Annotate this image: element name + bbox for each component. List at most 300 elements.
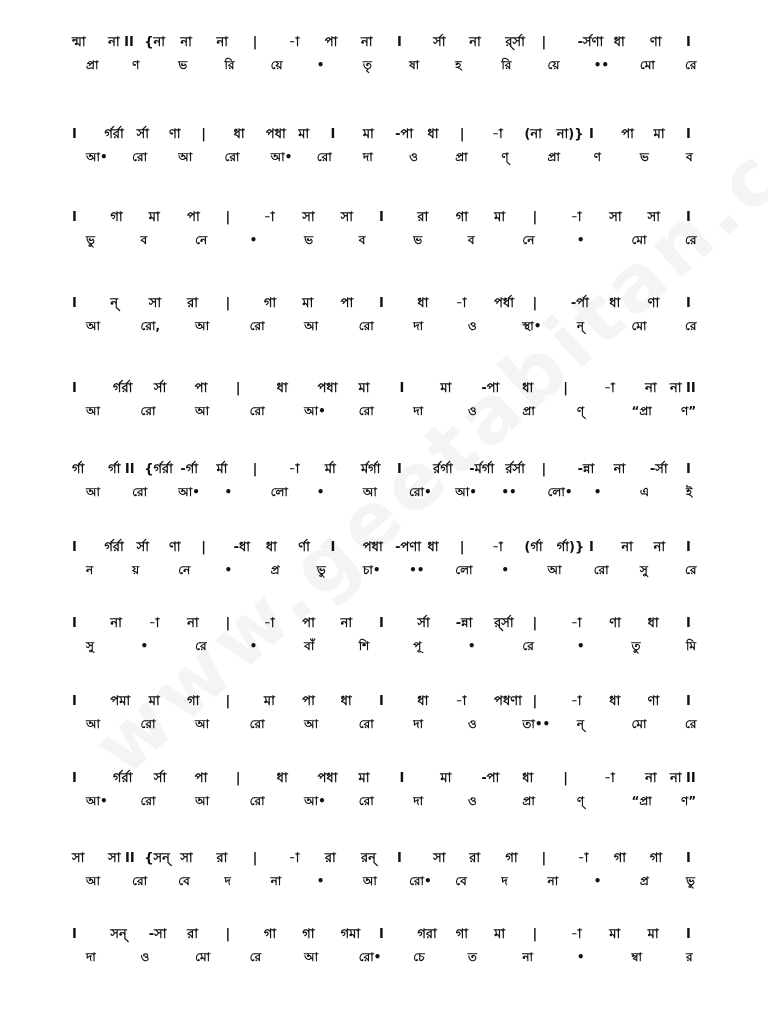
swara-token: I (686, 462, 691, 477)
lyric-syllable: প্র (270, 563, 280, 577)
lyric-syllable: রে (685, 58, 697, 72)
lyric-syllable: চে (413, 950, 425, 964)
lyric-syllable: রো (358, 794, 374, 808)
swara-token: রন্ (360, 851, 376, 866)
swara-token: পধা (265, 127, 286, 142)
lyric-syllable: আ• (86, 794, 108, 808)
lyric-syllable: রো (358, 717, 374, 731)
swara-token: পা (302, 616, 315, 631)
swara-token: মা (609, 927, 621, 942)
swara-token: না (645, 771, 657, 786)
lyric-syllable: রে (685, 717, 697, 731)
swara-token: গা (263, 296, 277, 311)
lyric-syllable: রো• (358, 950, 382, 964)
swara-token: ধা (522, 771, 534, 786)
lyric-syllable: আ (304, 717, 319, 731)
lyric-syllable: • (467, 639, 476, 653)
lyric-syllable: রো• (409, 485, 432, 499)
swara-token: | (532, 296, 538, 311)
lyric-syllable: রো (132, 150, 148, 164)
swara-token: I (379, 616, 384, 631)
swara-token: | (225, 694, 231, 709)
lyric-syllable: ই (686, 485, 693, 499)
lyric-syllable: • (140, 639, 149, 653)
swara-token: রা (187, 296, 199, 311)
lyric-syllable: রো (132, 485, 148, 499)
lyric-syllable: রো (140, 404, 156, 418)
lyric-syllable: তু (631, 639, 641, 653)
swara-token: পা (340, 296, 354, 311)
lyric-line (72, 146, 702, 168)
swara-token: I (379, 927, 384, 942)
lyric-syllable: আ (86, 717, 100, 731)
swara-token: পা (324, 35, 338, 50)
lyric-syllable: ন (86, 563, 94, 577)
lyric-syllable: • (249, 639, 258, 653)
swara-token: গা (455, 210, 469, 225)
swara-token: র্গর্রা (112, 771, 133, 786)
swara-token: I (72, 616, 77, 631)
swara-token: মা (647, 927, 659, 942)
swara-token: গরা (417, 927, 437, 942)
lyric-line (72, 54, 702, 76)
lyric-syllable: • (593, 874, 602, 888)
swara-token: মা (494, 210, 506, 225)
lyric-syllable: ণ্ (576, 404, 585, 418)
swara-token: I (686, 694, 691, 709)
swara-token: ধা (522, 381, 534, 396)
lyric-syllable: দা (413, 794, 424, 808)
swara-token: -া (288, 35, 300, 50)
notation-line (72, 124, 702, 146)
lyric-syllable: রি (501, 58, 512, 72)
swara-token: না II (670, 381, 696, 396)
swara-token: I (72, 381, 77, 396)
lyric-syllable: • (249, 233, 258, 247)
lyric-line (72, 315, 702, 337)
swara-token: ণা (168, 127, 181, 142)
stanza-6 (72, 459, 702, 503)
lyric-syllable: পূ (413, 639, 422, 653)
lyric-syllable: ত (467, 950, 477, 964)
lyric-syllable: • (316, 58, 325, 72)
swara-token: র্গর্রা (104, 540, 124, 555)
notation-line (72, 207, 702, 229)
swara-token: -ন্না (455, 616, 473, 631)
stanza-7 (72, 537, 702, 581)
swara-token: র্গা)} (556, 540, 585, 555)
lyric-syllable: রো (249, 319, 265, 333)
lyric-syllable: ব (686, 150, 693, 164)
notation-line (72, 613, 702, 635)
lyric-syllable: ও (467, 404, 477, 418)
notation-line (72, 378, 702, 400)
swara-token: র্সা (433, 35, 446, 50)
swara-token: মা (358, 771, 370, 786)
lyric-syllable: আ (178, 150, 193, 164)
lyric-syllable: রো (249, 794, 265, 808)
swara-token: I (72, 694, 77, 709)
lyric-syllable: না (270, 874, 282, 888)
swara-token: I (686, 35, 691, 50)
swara-token: ধা (647, 616, 659, 631)
swara-token: র্সা (136, 127, 149, 142)
swara-token: সা II (108, 851, 135, 866)
swara-token: মা (362, 127, 374, 142)
swara-token: I (72, 927, 77, 942)
swara-token: সন্ (110, 927, 127, 942)
lyric-syllable: • (576, 950, 585, 964)
swara-token: -র্মর্গা (469, 462, 495, 477)
lyric-line (72, 481, 702, 503)
swara-token: সা (647, 210, 660, 225)
stanza-1 (72, 32, 702, 76)
lyric-syllable: রে (522, 639, 534, 653)
swara-token: | (225, 616, 231, 631)
swara-token: (র্গা (524, 540, 543, 555)
swara-token: -া (288, 851, 300, 866)
swara-token: সা (433, 851, 446, 866)
swara-token: I (686, 851, 691, 866)
swara-token: গা (455, 927, 469, 942)
swara-token: র্মা (216, 462, 228, 477)
swara-token: রা (187, 927, 199, 942)
swara-token: মা (358, 381, 370, 396)
swara-token: I (379, 694, 384, 709)
lyric-line (72, 790, 702, 812)
swara-token: -া (263, 210, 275, 225)
swara-token: -া (288, 462, 300, 477)
lyric-syllable: আ (362, 874, 377, 888)
lyric-syllable: মো (631, 233, 647, 247)
swara-token: | (532, 694, 538, 709)
swara-token: I (589, 540, 594, 555)
lyric-line (72, 870, 702, 892)
lyric-syllable: • (316, 485, 325, 499)
swara-token: ধা (340, 694, 352, 709)
swara-token: সা (340, 210, 353, 225)
swara-token: র্সা (417, 616, 430, 631)
notation-line (72, 459, 702, 481)
swara-token: I (686, 296, 691, 311)
lyric-syllable: মো (195, 950, 211, 964)
swara-token: ধা (276, 771, 288, 786)
swara-token: I (397, 851, 402, 866)
swara-token: র্সা (153, 771, 167, 786)
lyric-syllable: লো (270, 485, 288, 499)
lyric-syllable: আ (86, 404, 100, 418)
swara-token: পা (194, 771, 208, 786)
swara-token: | (532, 616, 538, 631)
swara-token: পা (187, 210, 200, 225)
lyric-syllable: নে (522, 233, 535, 247)
lyric-syllable: র (686, 950, 693, 964)
swara-token: মা (298, 127, 310, 142)
swara-token: না (621, 540, 633, 555)
lyric-syllable: মো (631, 717, 647, 731)
swara-token: ধা (427, 540, 439, 555)
swara-token: ধা (276, 381, 288, 396)
swara-token: I (397, 35, 402, 50)
swara-token: | (541, 851, 547, 866)
lyric-syllable: ও (467, 794, 477, 808)
lyric-syllable: ও (467, 319, 477, 333)
lyric-syllable: রো (132, 874, 148, 888)
swara-token: পধা (317, 381, 338, 396)
swara-token: {না (144, 35, 166, 50)
lyric-syllable: ণ (593, 150, 601, 164)
swara-token: পর্ধা (494, 296, 515, 311)
lyric-syllable: আ (195, 319, 210, 333)
swara-token: না (340, 616, 353, 631)
swara-token: র্রর্সা (505, 462, 525, 477)
lyric-syllable: ও (467, 717, 477, 731)
lyric-line (72, 946, 702, 968)
stanza-9 (72, 691, 702, 735)
swara-token: -া (570, 694, 582, 709)
lyric-syllable: আ (195, 794, 210, 808)
lyric-syllable: না (522, 950, 534, 964)
swara-token: | (541, 35, 547, 50)
swara-token: -া (577, 851, 589, 866)
lyric-syllable: রো (358, 319, 374, 333)
lyric-syllable: প্রা (547, 150, 560, 164)
swara-token: মা (148, 694, 160, 709)
swara-token: র্র্সা (505, 35, 525, 50)
lyric-syllable: • (316, 874, 325, 888)
swara-token: ধা (233, 127, 245, 142)
lyric-syllable: ব (140, 233, 148, 247)
swara-token: ধা (609, 296, 621, 311)
lyric-syllable: আ (304, 319, 319, 333)
swara-token: র্সা (136, 540, 149, 555)
swara-token: র্রর্গা (433, 462, 453, 477)
notation-line (72, 32, 702, 54)
lyric-syllable: না (547, 874, 559, 888)
swara-token: র্গা (72, 462, 85, 477)
swara-token: | (252, 35, 258, 50)
lyric-syllable: দ (501, 874, 508, 888)
swara-token: মা (653, 127, 665, 142)
lyric-syllable: ও (140, 950, 150, 964)
lyric-syllable: ণ” (681, 794, 697, 808)
lyric-syllable: রে (685, 563, 697, 577)
swara-token: I (686, 540, 691, 555)
swara-token: না (645, 381, 657, 396)
swara-token: ধা (417, 694, 429, 709)
lyric-syllable: রে (685, 319, 697, 333)
stanza-5 (72, 378, 702, 422)
lyric-syllable: য়ে (270, 58, 283, 72)
notation-line (72, 537, 702, 559)
swara-token: | (532, 210, 538, 225)
swara-token: -া (570, 927, 582, 942)
lyric-syllable: বাঁ (304, 639, 315, 653)
swara-token: গা (187, 694, 200, 709)
swara-token: ণা (647, 694, 660, 709)
swara-token: রা (417, 210, 429, 225)
lyric-syllable: রো (316, 150, 332, 164)
lyric-syllable: ব (358, 233, 366, 247)
lyric-syllable: প্রা (522, 404, 535, 418)
swara-token: -া (570, 210, 582, 225)
lyric-syllable: রো (593, 563, 609, 577)
swara-token: | (201, 127, 206, 142)
lyric-syllable: রো (249, 717, 265, 731)
swara-token: -া (604, 381, 615, 396)
swara-token: পধা (317, 771, 338, 786)
notation-line (72, 924, 702, 946)
notation-line (72, 691, 702, 713)
lyric-syllable: তৃ (362, 58, 372, 72)
swara-token: র্মা (324, 462, 336, 477)
lyric-line (72, 713, 702, 735)
swara-token: র্গা II (108, 462, 135, 477)
swara-token: ন্ (110, 296, 119, 311)
swara-token: ন্মা (72, 35, 86, 50)
swara-token: -া (570, 616, 582, 631)
swara-token: ণা (168, 540, 181, 555)
lyric-syllable: রো (140, 794, 156, 808)
lyric-syllable: বে (178, 874, 190, 888)
lyric-line (72, 229, 702, 251)
swara-token: সা (609, 210, 622, 225)
swara-token: গা (505, 851, 518, 866)
lyric-syllable: নে (195, 233, 208, 247)
lyric-syllable: ভু (86, 233, 95, 247)
swara-token: মা (440, 771, 452, 786)
swara-token: মা (148, 210, 160, 225)
swara-token: না II (108, 35, 134, 50)
lyric-syllable: রে (195, 639, 207, 653)
swara-token: -া (263, 616, 275, 631)
lyric-line (72, 559, 702, 581)
swara-token: না (653, 540, 666, 555)
lyric-syllable: আ• (86, 150, 108, 164)
swara-token: I (399, 381, 405, 396)
lyric-syllable: আ (195, 717, 210, 731)
swara-token: -র্সণা (577, 35, 604, 50)
swara-token: | (541, 462, 547, 477)
swara-token: -পা (481, 381, 500, 396)
swara-token: ধা (609, 694, 621, 709)
lyric-syllable: য় (132, 563, 140, 577)
swara-token: র্র্সা (494, 616, 514, 631)
lyric-syllable: আ• (270, 150, 293, 164)
swara-token: -সা (148, 927, 167, 942)
lyric-syllable: •• (409, 563, 425, 577)
swara-token: র্ণা (298, 540, 310, 555)
swara-token: গা (110, 210, 123, 225)
swara-token: -পা (481, 771, 500, 786)
swara-token: ধা (417, 296, 429, 311)
lyric-syllable: শি (358, 639, 370, 653)
lyric-syllable: এ (639, 485, 649, 499)
swara-token: -া (455, 296, 467, 311)
swara-token: না (180, 35, 192, 50)
lyric-syllable: আ (86, 485, 100, 499)
swara-token: সা (148, 296, 162, 311)
swara-token: রা (469, 851, 481, 866)
lyric-syllable: রে (685, 233, 697, 247)
swara-token: -পণা (395, 540, 422, 555)
swara-token: I (72, 771, 77, 786)
lyric-syllable: •• (593, 58, 610, 72)
swara-token: ণা (609, 616, 621, 631)
lyric-syllable: রি (224, 58, 235, 72)
swara-token: -া (492, 127, 503, 142)
lyric-syllable: ভ (639, 150, 649, 164)
swara-token: র্গর্রা (112, 381, 133, 396)
lyric-syllable: দ (224, 874, 231, 888)
stanza-8 (72, 613, 702, 657)
swara-token: ণা (647, 296, 660, 311)
lyric-syllable: ন্ (576, 717, 585, 731)
swara-token: -া (604, 771, 615, 786)
lyric-line (72, 635, 702, 657)
lyric-line (72, 400, 702, 422)
lyric-syllable: রো (140, 717, 156, 731)
swara-token: I (72, 540, 77, 555)
swara-token: | (459, 540, 465, 555)
lyric-syllable: ভ (178, 58, 188, 72)
lyric-syllable: দা (413, 717, 424, 731)
swara-token: না)} (556, 127, 584, 142)
swara-token: | (235, 381, 241, 396)
swara-token: না (469, 35, 481, 50)
swara-token: {সন্ (144, 851, 170, 866)
lyric-syllable: “প্রা (631, 794, 652, 808)
lyric-syllable: সু (86, 639, 94, 653)
swara-token: I (399, 771, 405, 786)
swara-token: গা (613, 851, 627, 866)
swara-token: | (225, 210, 231, 225)
swara-token: I (686, 927, 691, 942)
lyric-syllable: • (576, 233, 585, 247)
lyric-syllable: চা• (362, 563, 381, 577)
swara-token: | (252, 851, 258, 866)
lyric-syllable: “প্রা (631, 404, 652, 418)
swara-token: -া (492, 540, 503, 555)
swara-token: গা (263, 927, 277, 942)
lyric-syllable: •• (501, 485, 517, 499)
swara-token: I (379, 210, 384, 225)
swara-token: I (72, 210, 77, 225)
swara-token: মা (263, 694, 275, 709)
swara-token: মা (494, 927, 506, 942)
swara-token: পা (194, 381, 208, 396)
lyric-syllable: ভ (413, 233, 423, 247)
notation-line (72, 768, 702, 790)
lyric-syllable: আ• (304, 404, 326, 418)
lyric-syllable: দা (413, 319, 424, 333)
lyric-syllable: ণ (132, 58, 140, 72)
swara-token: I (379, 296, 384, 311)
swara-token: রা (216, 851, 228, 866)
swara-token: ধা (427, 127, 439, 142)
swara-token: -র্সা (649, 462, 668, 477)
swara-token: | (225, 296, 231, 311)
swara-token: সা (180, 851, 193, 866)
swara-token: না (110, 616, 122, 631)
swara-token: | (563, 771, 568, 786)
lyric-syllable: সু (639, 563, 648, 577)
swara-token: না (360, 35, 373, 50)
swara-token: | (459, 127, 465, 142)
swara-token: I (686, 210, 691, 225)
stanza-10 (72, 768, 702, 812)
lyric-syllable: ভু (316, 563, 326, 577)
